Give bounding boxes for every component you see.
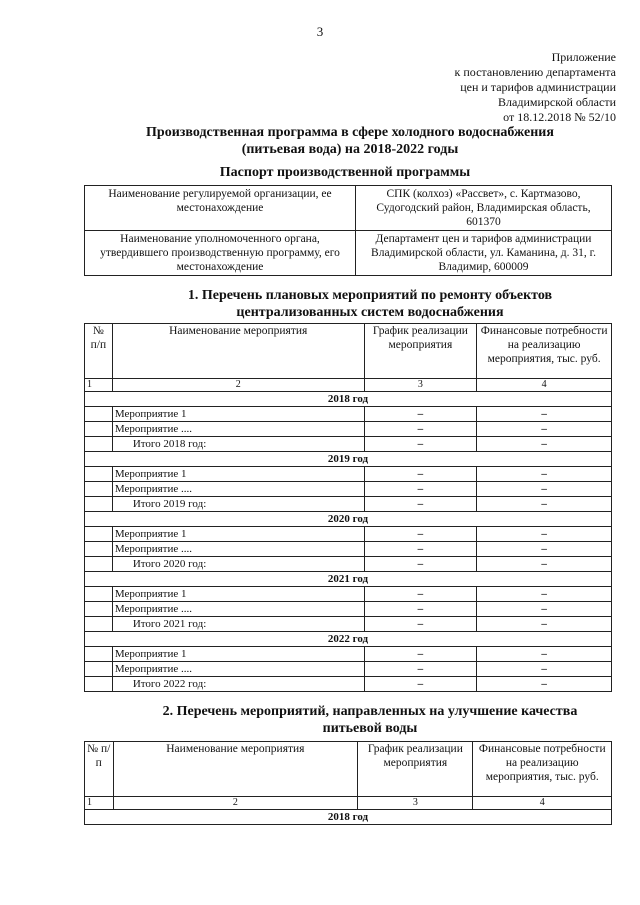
year-row: [85, 392, 612, 407]
schedule-value: –: [364, 647, 477, 662]
total-label: Итого 2021 год:: [112, 617, 364, 632]
table-row: [85, 437, 612, 452]
column-number: 2: [112, 379, 364, 392]
measure-name: Мероприятие 1: [112, 467, 364, 482]
title-line: Производственная программа в сфере холодного водоснабжения: [146, 125, 554, 140]
table-row: [85, 407, 612, 422]
column-header: График реализации мероприятия: [364, 324, 477, 379]
row-number: [85, 557, 113, 572]
finance-value: –: [477, 542, 612, 557]
column-number: 3: [358, 797, 473, 810]
schedule-value: –: [364, 617, 477, 632]
page-number: 3: [316, 24, 324, 39]
column-number-row: [85, 797, 612, 810]
schedule-value: –: [364, 497, 477, 512]
finance-value: –: [477, 437, 612, 452]
appendix-line: Владимирской области: [498, 95, 616, 109]
column-header: Наименование мероприятия: [112, 324, 364, 379]
year-label: 2019 год: [85, 452, 612, 467]
row-number: [85, 482, 113, 497]
schedule-value: –: [364, 557, 477, 572]
section1-table: [84, 323, 612, 692]
schedule-value: –: [364, 482, 477, 497]
year-label: 2020 год: [85, 512, 612, 527]
finance-value: –: [477, 617, 612, 632]
passport-table: [84, 185, 612, 276]
table-row: [85, 662, 612, 677]
table-row: [85, 677, 612, 692]
table-row: [85, 557, 612, 572]
table-row: [85, 497, 612, 512]
finance-value: –: [477, 497, 612, 512]
appendix-line: от 18.12.2018 № 52/10: [503, 110, 616, 124]
column-header: Финансовые потребности на реализацию мероприятия, тыс. руб.: [477, 324, 612, 379]
total-label: Итого 2022 год:: [112, 677, 364, 692]
row-number: [85, 602, 113, 617]
row-number: [85, 422, 113, 437]
finance-value: –: [477, 602, 612, 617]
table-row: [85, 647, 612, 662]
column-header: № п/п: [85, 324, 113, 379]
section2-table: [84, 741, 612, 825]
column-header: № п/п: [85, 742, 114, 797]
column-number: 3: [364, 379, 477, 392]
finance-value: –: [477, 422, 612, 437]
finance-value: –: [477, 467, 612, 482]
column-number: 1: [85, 379, 113, 392]
passport-label: Наименование уполномоченного органа, утвердившего производственную программу, его местонахождение: [85, 231, 356, 276]
measure-name: Мероприятие 1: [112, 527, 364, 542]
appendix-note: [356, 50, 616, 125]
table-row: [85, 602, 612, 617]
finance-value: –: [477, 662, 612, 677]
row-number: [85, 542, 113, 557]
finance-value: –: [477, 482, 612, 497]
passport-heading: Паспорт производственной программы: [219, 165, 471, 180]
schedule-value: –: [364, 587, 477, 602]
year-row: [85, 632, 612, 647]
schedule-value: –: [364, 422, 477, 437]
year-row: [85, 452, 612, 467]
table-row: [85, 467, 612, 482]
row-number: [85, 587, 113, 602]
column-number: 4: [473, 797, 612, 810]
section-heading-line: 1. Перечень плановых мероприятий по ремонту объектов: [187, 288, 553, 303]
schedule-value: –: [364, 662, 477, 677]
schedule-value: –: [364, 467, 477, 482]
row-number: [85, 527, 113, 542]
measure-name: Мероприятие ....: [112, 422, 364, 437]
section-heading-line: централизованных систем водоснабжения: [236, 305, 504, 320]
row-number: [85, 617, 113, 632]
finance-value: –: [477, 407, 612, 422]
row-number: [85, 677, 113, 692]
schedule-value: –: [364, 527, 477, 542]
table-row: [85, 482, 612, 497]
table-row: [85, 542, 612, 557]
appendix-line: Приложение: [551, 50, 616, 64]
finance-value: –: [477, 587, 612, 602]
year-label: 2021 год: [85, 572, 612, 587]
table-row: [85, 422, 612, 437]
measure-name: Мероприятие ....: [112, 662, 364, 677]
column-header: Финансовые потребности на реализацию мероприятия, тыс. руб.: [473, 742, 612, 797]
appendix-line: цен и тарифов администрации: [460, 80, 616, 94]
column-number: 1: [85, 797, 114, 810]
table-header-row: [85, 742, 612, 797]
passport-value: СПК (колхоз) «Рассвет», с. Картмазово, Судогодский район, Владимирская область, 601370: [356, 186, 612, 231]
schedule-value: –: [364, 437, 477, 452]
row-number: [85, 662, 113, 677]
column-number-row: [85, 379, 612, 392]
finance-value: –: [477, 647, 612, 662]
passport-row: [85, 231, 612, 276]
column-header: График реализации мероприятия: [358, 742, 473, 797]
measure-name: Мероприятие 1: [112, 407, 364, 422]
row-number: [85, 647, 113, 662]
row-number: [85, 437, 113, 452]
passport-row: [85, 186, 612, 231]
row-number: [85, 497, 113, 512]
measure-name: Мероприятие ....: [112, 602, 364, 617]
column-number: 4: [477, 379, 612, 392]
finance-value: –: [477, 557, 612, 572]
appendix-line: к постановлению департамента: [454, 65, 616, 79]
schedule-value: –: [364, 602, 477, 617]
year-label: 2022 год: [85, 632, 612, 647]
section-heading-line: питьевой воды: [322, 721, 418, 736]
column-number: 2: [113, 797, 358, 810]
year-label: 2018 год: [85, 392, 612, 407]
table-header-row: [85, 324, 612, 379]
passport-label: Наименование регулируемой организации, ее местонахождение: [85, 186, 356, 231]
year-row: [85, 572, 612, 587]
finance-value: –: [477, 527, 612, 542]
section2-heading: [0, 703, 640, 737]
table-row: [85, 587, 612, 602]
year-row: [85, 810, 612, 825]
document-title: [0, 124, 640, 158]
total-label: Итого 2018 год:: [112, 437, 364, 452]
passport-value: Департамент цен и тарифов администрации Владимирской области, ул. Каманина, д. 31, г. Владимир, 600009: [356, 231, 612, 276]
section1-heading: [0, 287, 640, 321]
measure-name: Мероприятие 1: [112, 647, 364, 662]
title-line: (питьевая вода) на 2018-2022 годы: [241, 142, 459, 157]
table-row: [85, 617, 612, 632]
year-label: 2018 год: [85, 810, 612, 825]
measure-name: Мероприятие 1: [112, 587, 364, 602]
row-number: [85, 407, 113, 422]
row-number: [85, 467, 113, 482]
schedule-value: –: [364, 677, 477, 692]
measure-name: Мероприятие ....: [112, 482, 364, 497]
schedule-value: –: [364, 542, 477, 557]
total-label: Итого 2019 год:: [112, 497, 364, 512]
table-row: [85, 527, 612, 542]
schedule-value: –: [364, 407, 477, 422]
total-label: Итого 2020 год:: [112, 557, 364, 572]
finance-value: –: [477, 677, 612, 692]
year-row: [85, 512, 612, 527]
column-header: Наименование мероприятия: [113, 742, 358, 797]
section-heading-line: 2. Перечень мероприятий, направленных на улучшение качества: [162, 704, 578, 719]
measure-name: Мероприятие ....: [112, 542, 364, 557]
